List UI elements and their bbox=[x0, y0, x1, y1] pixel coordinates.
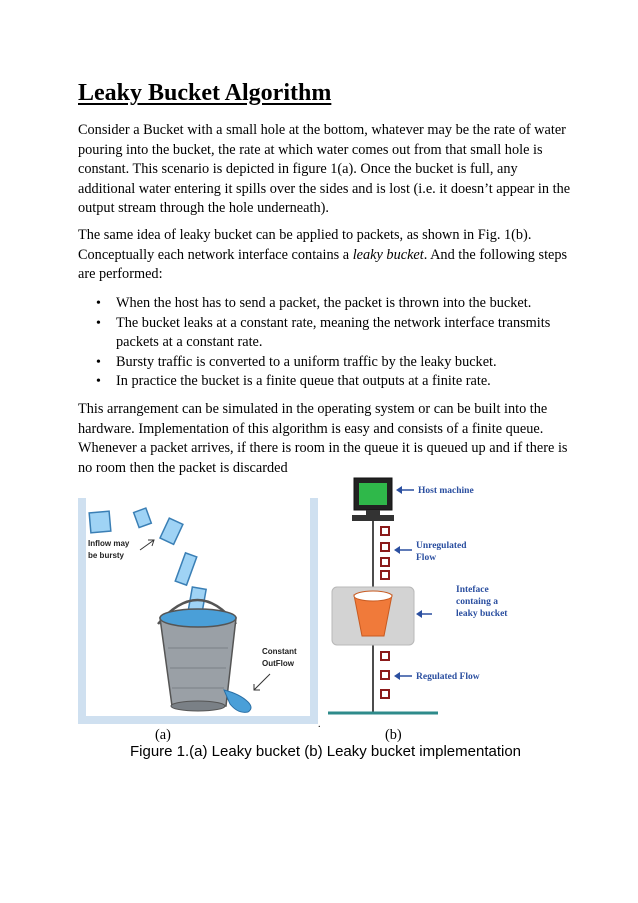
regulated-packets bbox=[381, 652, 389, 698]
regulated-flow-label: Regulated Flow bbox=[416, 672, 480, 682]
packet bbox=[381, 671, 389, 679]
figure-separator-dot: . bbox=[318, 719, 321, 730]
figure-a-left-frame bbox=[78, 498, 86, 724]
leaky-bucket-emphasis: leaky bucket bbox=[352, 246, 424, 263]
packet bbox=[381, 571, 389, 579]
inflow-label-line-2: be bursty bbox=[88, 551, 125, 560]
host-machine-label: Host machine bbox=[418, 486, 474, 496]
bucket-base bbox=[171, 701, 225, 711]
packet bbox=[381, 652, 389, 660]
steps-list bbox=[96, 294, 574, 392]
list-item: • When the host has to send a packet, the packet is thrown into the bucket. bbox=[96, 294, 574, 314]
packet bbox=[381, 527, 389, 535]
outflow-label-line-2: OutFlow bbox=[262, 659, 294, 668]
page-title: Leaky Bucket Algorithm bbox=[78, 80, 332, 106]
caption-b: (b) bbox=[385, 727, 402, 743]
unregulated-flow-label-line-2: Flow bbox=[416, 553, 437, 563]
list-item: • Bursty traffic is converted to a uniform traffic by the leaky bucket. bbox=[96, 353, 574, 373]
paragraph-packets bbox=[78, 226, 573, 285]
paragraph-intro: Consider a Bucket with a small hole at the bottom, whatever may be the rate of water pouring into the bucket, the rate at which water comes out from that small hole is constant. This scenario is depicted in figure 1(a). Once the bucket is full, any additional water entering it spills over the sides and is lost (i.e. it doesn’t appear in the output stream through the hole underneath). bbox=[78, 122, 571, 217]
paragraph-packets-text-2: . And the following steps are performed: bbox=[78, 246, 568, 283]
unregulated-flow-label-line-1: Unregulated bbox=[416, 541, 467, 551]
packet bbox=[381, 543, 389, 551]
figure-caption: Figure 1.(a) Leaky bucket (b) Leaky bucket implementation bbox=[129, 743, 522, 760]
figure-b-leaky-bucket-implementation bbox=[326, 474, 566, 720]
water-packet bbox=[89, 511, 111, 533]
list-item: • In practice the bucket is a finite queue that outputs at a finite rate. bbox=[96, 372, 574, 392]
unregulated-arrow-head bbox=[394, 546, 400, 554]
bucket-water-surface bbox=[160, 609, 236, 627]
host-arrow-head bbox=[396, 486, 402, 494]
bucket-body bbox=[160, 618, 236, 706]
inflow-label-line-1: Inflow may bbox=[88, 539, 130, 548]
outflow-label-line-1: Constant bbox=[262, 647, 297, 656]
paragraph-implementation: This arrangement can be simulated in the operating system or can be built into the hardware. Implementation of this algorithm is easy and consists of a finite queue. Whenever a packet arrives, if there is room in the queue it is queued up and if there is no room then the packet is discarded bbox=[78, 401, 568, 476]
unregulated-packets bbox=[381, 527, 389, 579]
interface-label-line-1: Inteface bbox=[456, 585, 489, 595]
regulated-arrow-head bbox=[394, 672, 400, 680]
interface-arrow-head bbox=[416, 610, 422, 618]
interface-label-line-3: leaky bucket bbox=[456, 609, 508, 619]
figure-a-bottom-frame bbox=[78, 716, 318, 724]
figure-a-right-frame bbox=[310, 498, 318, 724]
packet bbox=[381, 558, 389, 566]
packet bbox=[381, 690, 389, 698]
list-item: • The bucket leaks at a constant rate, meaning the network interface transmits packets at a constant rate. bbox=[96, 314, 574, 353]
leaky-bucket-rim bbox=[354, 591, 392, 601]
caption-a: (a) bbox=[155, 727, 171, 743]
paragraph-packets-text-1: The same idea of leaky bucket can be applied to packets, as shown in Fig. 1(b). Conceptually each network interface contains a bbox=[78, 227, 532, 263]
interface-label-line-2: containg a bbox=[456, 597, 498, 607]
host-machine-icon bbox=[352, 478, 394, 521]
figure-a-leaky-bucket bbox=[78, 498, 318, 724]
